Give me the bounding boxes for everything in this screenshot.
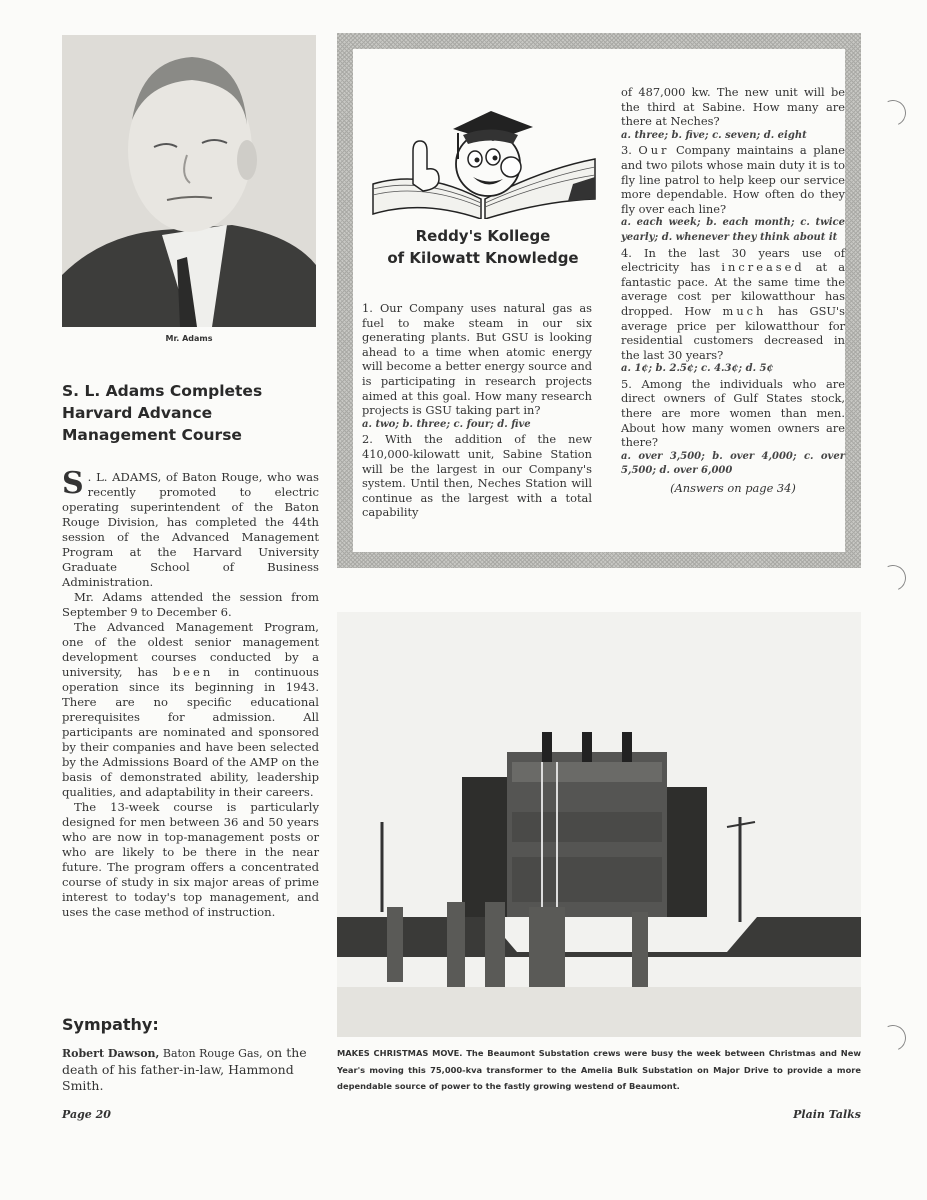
question-text: 4. In the last 30 years use of electricity has bbox=[621, 245, 845, 275]
question-2-continued: of 487,000 kw. The new unit will be the third at Sabine. How many are there at Neches? bbox=[621, 85, 845, 129]
sympathy-notice bbox=[62, 1045, 322, 1094]
article-body bbox=[62, 466, 319, 920]
portrait-image bbox=[62, 35, 316, 327]
sympathy-name: Robert Dawson, bbox=[62, 1047, 160, 1060]
page-number: Page 20 bbox=[62, 1108, 111, 1121]
sympathy-dept: Baton Rouge Gas, bbox=[159, 1047, 263, 1060]
binder-hole-mark bbox=[876, 1021, 909, 1054]
quiz-column-2 bbox=[621, 85, 845, 496]
transformer-photo-image bbox=[337, 612, 861, 1037]
sympathy-heading: Sympathy: bbox=[62, 1015, 159, 1034]
spaced-word: Our bbox=[638, 143, 670, 158]
answers-2: a. three; b. five; c. seven; d. eight bbox=[621, 129, 807, 141]
quiz-title-line: of Kilowatt Knowledge bbox=[387, 249, 579, 267]
sympathy-text: on the death of his father-in-law, Hammond Smith. bbox=[62, 1045, 307, 1093]
headline-line: S. L. Adams Completes bbox=[62, 382, 263, 400]
paragraph-text: The Advanced Management Program, one of the oldest senior management development courses conducted by a university, has bbox=[62, 620, 319, 679]
caption-text: The Beaumont Substation crews were busy the week between Christmas and New Year's moving this 75,000-kva transformer to the Amelia Bulk Substation on Major Drive to provide a more dependable source of power to the fastly growing westend of Beaumont. bbox=[337, 1048, 861, 1091]
spaced-word: increased bbox=[721, 260, 805, 275]
answers-note: (Answers on page 34) bbox=[670, 481, 796, 496]
quiz-inner bbox=[353, 49, 845, 552]
question-1: 1. Our Company uses natural gas as fuel to make steam in our six generating plants. But GSU is looking ahead to a time when atomic energy will become a better energy source and is participating in research projects aimed at this goal. How many research projects is GSU taking part in? bbox=[362, 301, 592, 418]
quiz-box bbox=[337, 33, 861, 568]
question-3 bbox=[621, 143, 845, 216]
photo-mr-adams bbox=[62, 35, 316, 327]
article-paragraph bbox=[62, 620, 319, 800]
article-paragraph: The 13-week course is particularly designed for men between 36 and 50 years who are now in top-management posts or who are likely to be there in the near future. The program offers a concentrated course of study in six major areas of prime interest to today's top management, and uses the case method of instruction. bbox=[62, 800, 319, 919]
reddy-kilowatt-illustration-icon bbox=[363, 89, 603, 219]
caption-lead: MAKES CHRISTMAS MOVE. bbox=[337, 1048, 463, 1058]
answers-4: a. 1¢; b. 2.5¢; c. 4.3¢; d. 5¢ bbox=[621, 363, 774, 375]
publication-name: Plain Talks bbox=[793, 1108, 861, 1121]
question-text: 3. bbox=[621, 143, 639, 158]
photo-transformer-move bbox=[337, 612, 861, 1037]
headline-line: Management Course bbox=[62, 426, 242, 444]
quiz-title-line: Reddy's Kollege bbox=[415, 227, 551, 245]
headline-line: Harvard Advance bbox=[62, 404, 213, 422]
binder-hole-mark bbox=[876, 561, 909, 594]
spaced-word: been bbox=[172, 665, 214, 679]
article-paragraph bbox=[62, 466, 319, 590]
answers-5: a. over 3,500; b. over 4,000; c. over 5,500; d. over 6,000 bbox=[621, 450, 845, 477]
question-text: at a fantastic pace. At the same time the average cost per kilowatthour has dropped. How bbox=[621, 260, 846, 318]
paragraph-text: in continuous operation since its beginning in 1943. There are no specific educational prerequisites for admission. All participants are nominated and sponsored by their companies and have been selected by the Admissions Board of the AMP on the basis of demonstrated ability, leadership qualities, and adaptability in their careers. bbox=[62, 665, 319, 799]
quiz-title bbox=[353, 225, 613, 269]
article-headline bbox=[62, 380, 322, 446]
photo-caption-adams: Mr. Adams bbox=[165, 334, 213, 343]
spaced-word: much bbox=[722, 303, 767, 318]
question-text: Company maintains a plane and two pilots whose main duty it is to fly line patrol to help keep our service more dependable. How often do they fly over each line? bbox=[621, 143, 845, 216]
answers-3: a. each week; b. each month; c. twice yearly; d. whenever they think about it bbox=[621, 217, 845, 243]
question-2: 2. With the addition of the new 410,000-kilowatt unit, Sabine Station will be the largest in our Company's system. Until then, Neches Station will continue as the largest with a total capability bbox=[362, 432, 592, 520]
question-text: has GSU's average price per kilowatthour for residential customers decreased in the last 30 years? bbox=[621, 303, 845, 362]
question-4 bbox=[621, 246, 845, 363]
transformer-photo-caption bbox=[337, 1045, 861, 1095]
article-paragraph: Mr. Adams attended the session from September 9 to December 6. bbox=[62, 590, 319, 619]
paragraph-text: . L. ADAMS, of Baton Rouge, who was recently promoted to electric operating superintendent of the Baton Rouge Division, has completed the 44th session of the Advanced Management Program at the Harvard University Graduate School of Business Administration. bbox=[62, 470, 319, 589]
drop-cap: S bbox=[62, 466, 84, 501]
binder-hole-mark bbox=[876, 96, 909, 129]
answers-1: a. two; b. three; c. four; d. five bbox=[362, 418, 531, 430]
question-5: 5. Among the individuals who are direct owners of Gulf States stock, there are more women than men. About how many women owners are there? bbox=[621, 376, 845, 450]
quiz-column-1 bbox=[362, 301, 592, 520]
